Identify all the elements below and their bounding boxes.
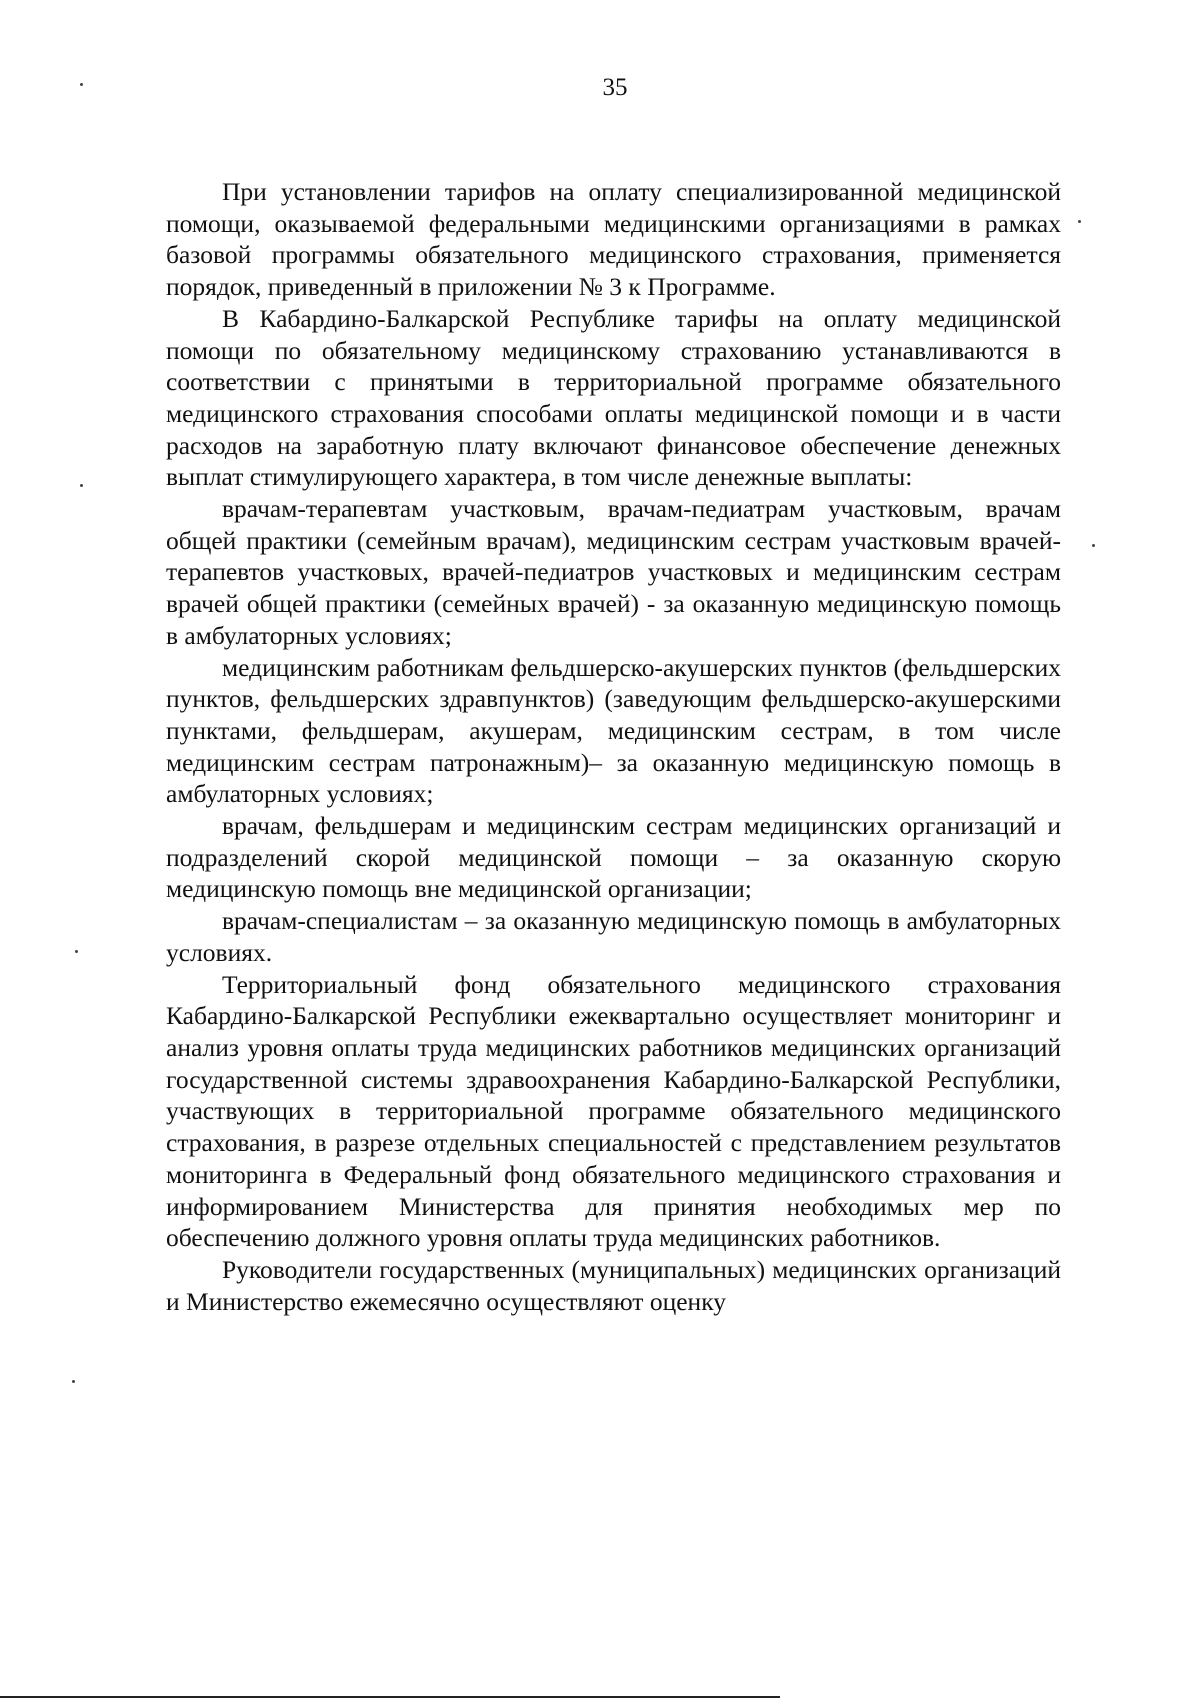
paragraph-monitoring: Территориальный фонд обязательного медицинского страхования Кабардино-Балкарской Республики ежеквартально осуществляет мониторинг и анализ уровня оплаты труда медицинских работников медицинских организаций государственной системы здравоохранения Кабардино-Балкарской Республики, участвующих в территориальной программе обязательного медицинского страхования, в разрезе отдельных специальностей с представлением результатов мониторинга в Федеральный фонд обязательного медицинского страхования и информированием Министерства для принятия необходимых мер по обеспечению должного уровня оплаты труда медицинских работников.	[166, 969, 1061, 1253]
paragraph-tariffs-federal: При установлении тарифов на оплату специализированной медицинской помощи, оказываемой федеральными медицинскими организациями в рамках базовой программы обязательного медицинского страхования, применяется порядок, приведенный в приложении № 3 к Программе.	[166, 177, 1061, 302]
scan-speck	[1092, 544, 1095, 547]
scan-bottom-edge	[0, 1696, 780, 1698]
scan-speck	[72, 1380, 75, 1383]
paragraph-tariffs-kbr: В Кабардино-Балкарской Республике тарифы на оплату медицинской помощи по обязательному медицинскому страхованию устанавливаются в соответствии с принятыми в территориальной программе обязательного медицинского страхования способами оплаты медицинской помощи и в части расходов на заработную плату включают финансовое обеспечение денежных выплат стимулирующего характера, в том числе денежные выплаты:	[166, 303, 1061, 492]
paragraph-payments-feldsher-points: медицинским работникам фельдшерско-акушерских пунктов (фельдшерских пунктов, фельдшерских здравпунктов) (заведующим фельдшерско-акушерскими пунктами, фельдшерам, акушерам, медицинским сестрам, в том числе медицинским сестрам патронажным)– за оказанную медицинскую помощь в амбулаторных условиях;	[166, 652, 1061, 809]
paragraph-payments-ambulance: врачам, фельдшерам и медицинским сестрам медицинских организаций и подразделений скорой медицинской помощи – за оказанную скорую медицинскую помощь вне медицинской организации;	[166, 811, 1061, 904]
paragraph-payments-district-doctors: врачам-терапевтам участковым, врачам-педиатрам участковым, врачам общей практики (семейным врачам), медицинским сестрам участковым врачей-терапевтов участковых, врачей-педиатров участковых и медицинским сестрам врачей общей практики (семейных врачей) - за оказанную медицинскую помощь в амбулаторных условиях;	[166, 494, 1061, 650]
scan-speck	[80, 83, 83, 86]
scan-speck	[1078, 220, 1081, 223]
scan-speck	[80, 484, 83, 487]
scan-speck	[75, 950, 78, 953]
paragraph-payments-specialists: врачам-специалистам – за оказанную медицинскую помощь в амбулаторных условиях.	[166, 906, 1061, 967]
paragraph-managers-assessment: Руководители государственных (муниципальных) медицинских организаций и Министерство ежемесячно осуществляют оценку	[166, 1254, 1061, 1316]
document-body	[166, 176, 1061, 1317]
page-number: 35	[602, 74, 628, 101]
